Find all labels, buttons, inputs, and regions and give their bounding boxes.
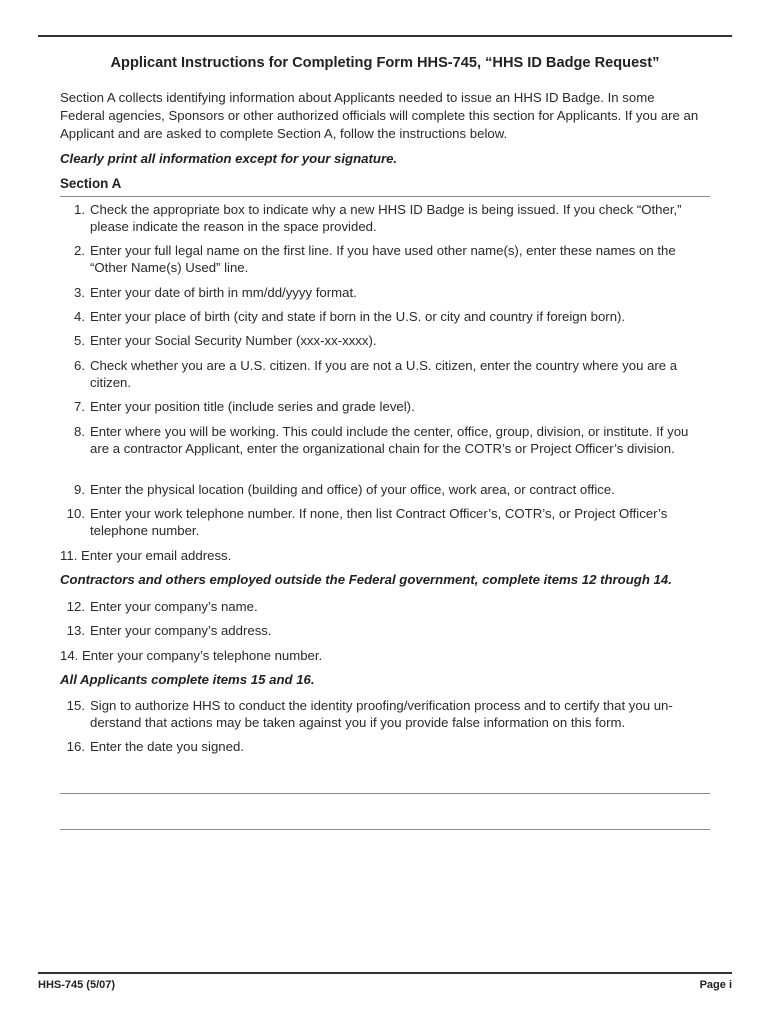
all-applicants-note: All Applicants complete items 15 and 16. xyxy=(60,672,315,687)
item-number: 9. xyxy=(74,482,85,497)
item-text: Enter the date you signed. xyxy=(90,739,244,754)
item-text: Check whether you are a U.S. citizen. If you are not a U.S. citizen, enter the country where you are a citizen. xyxy=(90,358,678,390)
item-text: Enter your company’s name. xyxy=(90,599,258,614)
item-number: 6. xyxy=(74,358,85,373)
item-text: Enter the physical location (building and office) of your office, work area, or contract office. xyxy=(90,482,615,497)
item-text: Enter your Social Security Number (xxx-xx-xxxx). xyxy=(90,333,377,348)
item-text: Enter your full legal name on the first line. If you have used other name(s), enter these names on the “Other Name(s) Used” line. xyxy=(90,243,676,275)
item-text: Enter your position title (include series and grade level). xyxy=(90,399,415,414)
item-number: 12. xyxy=(66,599,85,614)
intro-paragraph: Section A collects identifying information about Applicants needed to issue an HHS ID Badge. In some Federal agencies, Sponsors or other authorized officials will complete this section for Applicants. If you are an Applicant and are asked to complete Section A, follow the instructions below. xyxy=(60,90,699,141)
list-item xyxy=(60,332,710,349)
item-number: 3. xyxy=(74,285,85,300)
blank-line xyxy=(60,829,710,830)
list-item xyxy=(60,481,710,498)
item-text: Enter where you will be working. This could include the center, office, group, division, or institute. If you are a contractor Applicant, enter the organizational chain for the COTR’s or Project Officer’s division. xyxy=(90,424,689,456)
list-item xyxy=(60,547,710,564)
page-title: Applicant Instructions for Completing Form HHS-745, “HHS ID Badge Request” xyxy=(110,55,660,71)
list-item xyxy=(60,738,710,755)
item-number: 16. xyxy=(66,739,85,754)
list-item xyxy=(60,505,710,539)
list-item xyxy=(60,357,710,391)
item-text: Enter your company’s telephone number. xyxy=(82,648,323,663)
item-number: 8. xyxy=(74,424,85,439)
list-item xyxy=(60,598,710,615)
list-item xyxy=(60,398,710,415)
item-number: 5. xyxy=(74,333,85,348)
item-number: 10. xyxy=(66,506,85,521)
item-number: 15. xyxy=(66,698,85,713)
list-item xyxy=(60,423,710,457)
item-number: 7. xyxy=(74,399,85,414)
item-text: Enter your date of birth in mm/dd/yyyy format. xyxy=(90,285,357,300)
page-number: Page i xyxy=(699,979,732,991)
item-text: Sign to authorize HHS to conduct the identity proofing/verification process and to certify that you un-derstand that actions may be taken against you if you provide false information on this form. xyxy=(90,698,673,730)
list-item xyxy=(60,284,710,301)
list-item xyxy=(60,201,710,235)
item-text: Enter your place of birth (city and state if born in the U.S. or city and country if foreign born). xyxy=(90,309,626,324)
item-number: 13. xyxy=(66,623,85,638)
item-number: 4. xyxy=(74,309,85,324)
list-item xyxy=(60,308,710,325)
item-number: 2. xyxy=(74,243,85,258)
item-text: Enter your work telephone number. If none, then list Contract Officer’s, COTR’s, or Project Officer’s telephone number. xyxy=(90,506,668,538)
section-rule xyxy=(60,196,710,197)
list-item xyxy=(60,647,710,664)
item-number: 14. xyxy=(60,648,79,663)
item-text: Check the appropriate box to indicate why a new HHS ID Badge is being issued. If you check “Other,” please indicate the reason in the space provided. xyxy=(90,202,682,234)
list-item xyxy=(60,622,710,639)
list-item xyxy=(60,242,710,276)
print-note: Clearly print all information except for your signature. xyxy=(60,151,398,166)
item-number: 1. xyxy=(74,202,85,217)
blank-line xyxy=(60,793,710,794)
item-number: 11. xyxy=(60,548,78,563)
item-text: Enter your email address. xyxy=(81,548,232,563)
item-text: Enter your company’s address. xyxy=(90,623,272,638)
bottom-rule xyxy=(38,972,732,974)
section-a-heading: Section A xyxy=(60,176,122,191)
list-item xyxy=(60,697,710,731)
top-rule xyxy=(38,35,732,37)
contractors-note: Contractors and others employed outside the Federal government, complete items 12 through 14. xyxy=(60,572,672,587)
form-id: HHS-745 (5/07) xyxy=(38,979,116,991)
